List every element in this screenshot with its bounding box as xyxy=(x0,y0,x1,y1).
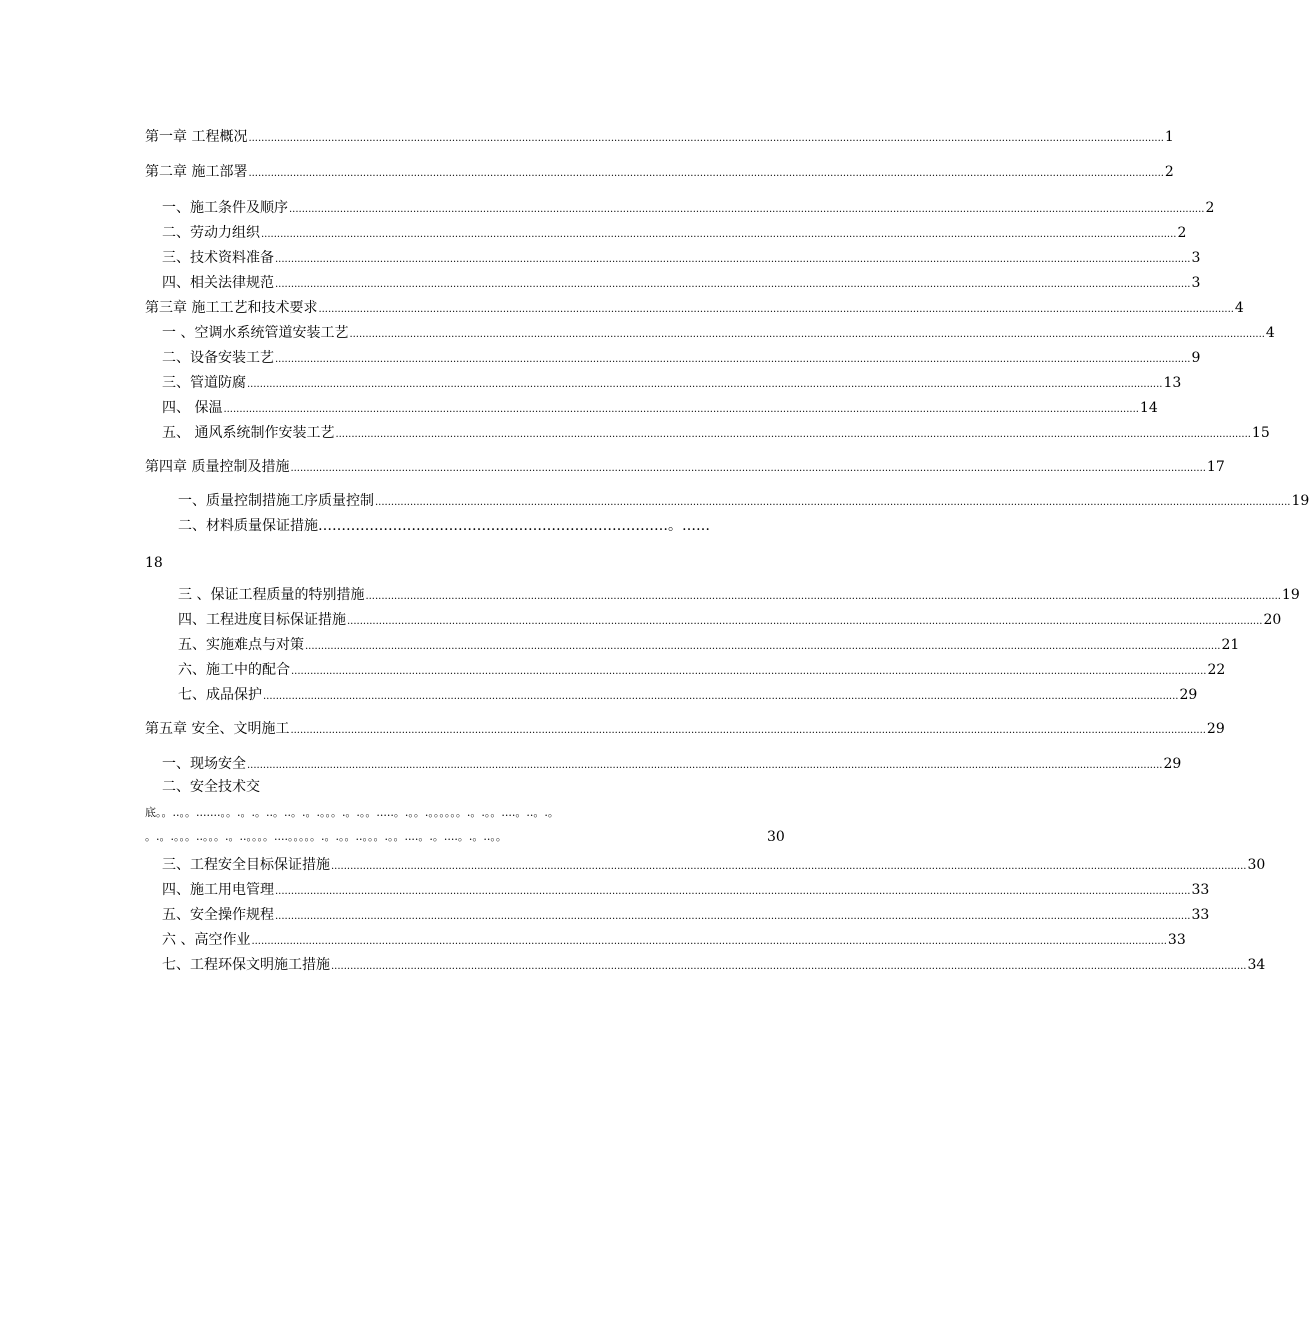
toc-title: 五、安全操作规程 xyxy=(162,907,274,923)
toc-page-number: 15 xyxy=(1251,425,1270,441)
toc-title: 四、 保温 xyxy=(162,400,223,416)
toc-entry-section[interactable] xyxy=(178,682,1198,704)
toc-page-number: 18 xyxy=(145,555,163,571)
toc-page-number: 30 xyxy=(1247,857,1266,873)
toc-entry-section[interactable] xyxy=(162,877,1210,899)
toc-title: 一、质量控制措施工序质量控制 xyxy=(178,493,374,509)
toc-page-number: 33 xyxy=(1191,882,1210,898)
toc-entry-section[interactable] xyxy=(162,195,1215,217)
dot-leader: ................................................................................................................................................................................................................................................................................................ xyxy=(290,463,1206,474)
toc-title: 三 、保证工程质量的特别措施 xyxy=(178,587,365,603)
dot-leader: ................................................................................................................................................................................................................................................................................................ xyxy=(290,725,1206,736)
toc-title: 三、工程安全目标保证措施 xyxy=(162,857,330,873)
toc-entry-chapter-5[interactable] xyxy=(145,716,1225,738)
dot-leader: ................................................................................................................................................................................................................................................................................................ xyxy=(248,133,1164,144)
dot-leader: ................................................................................................................................................................................................................................................................................................ xyxy=(275,254,1191,265)
dot-leader: ................................................................................................................................................................................................................................................................................................ xyxy=(275,911,1191,922)
toc-entry-section[interactable] xyxy=(162,751,1182,773)
dot-leader: ................................................................................................................................................................................................................................................................................................ xyxy=(261,229,1177,240)
toc-title: 三、管道防腐 xyxy=(162,375,246,391)
toc-entry-chapter-1[interactable] xyxy=(145,124,1174,146)
toc-page-number: 20 xyxy=(1263,612,1282,628)
toc-entry-section[interactable] xyxy=(162,420,1270,442)
toc-entry-section[interactable] xyxy=(162,245,1201,267)
toc-page-number: 34 xyxy=(1247,957,1266,973)
toc-entry-chapter-2[interactable] xyxy=(145,159,1174,181)
dot-leader: ................................................................................................................................................................................................................................................................................................ xyxy=(275,886,1191,897)
dot-leader: ................................................................................................................................................................................................................................................................................................ xyxy=(248,168,1164,179)
toc-page-number: 29 xyxy=(1206,721,1225,737)
toc-page-number: 33 xyxy=(1167,932,1186,948)
toc-page-number: 19 xyxy=(1281,587,1300,603)
toc-page-number: 9 xyxy=(1191,350,1201,366)
toc-title: 二、劳动力组织 xyxy=(162,225,260,241)
toc-entry-continuation: 。.。.。。。..。。。.。..。。。。....。。。。。.。.。。..。。。.。。....。.。....。.。..。。 xyxy=(145,830,507,843)
toc-title: 第四章 质量控制及措施 xyxy=(145,459,290,475)
toc-entry-section[interactable] xyxy=(162,270,1201,292)
toc-entry-section[interactable] xyxy=(162,952,1266,974)
toc-page-number: 33 xyxy=(1191,907,1210,923)
toc-entry-section-wrapped[interactable] xyxy=(178,513,805,535)
toc-entry-section[interactable] xyxy=(162,320,1275,342)
dot-leader: …………………………………………………………………。…… xyxy=(318,518,710,534)
toc-entry-chapter-4[interactable] xyxy=(145,454,1225,476)
toc-page-number: 22 xyxy=(1207,662,1226,678)
toc-page-number: 2 xyxy=(1205,200,1215,216)
toc-entry-section[interactable] xyxy=(162,370,1182,392)
toc-page-number: 30 xyxy=(767,829,785,845)
toc-page-number: 21 xyxy=(1221,637,1240,653)
toc-title: 一、现场安全 xyxy=(162,756,246,772)
toc-title: 第三章 施工工艺和技术要求 xyxy=(145,300,318,316)
toc-title: 五、实施难点与对策 xyxy=(178,637,304,653)
dot-leader: ................................................................................................................................................................................................................................................................................................ xyxy=(247,760,1163,771)
toc-page-number: 13 xyxy=(1163,375,1182,391)
toc-entry-chapter-3[interactable] xyxy=(145,295,1244,317)
dot-leader: ................................................................................................................................................................................................................................................................................................ xyxy=(331,961,1247,972)
toc-title: 二、材料质量保证措施 xyxy=(178,518,318,534)
toc-title: 第一章 工程概况 xyxy=(145,129,248,145)
toc-entry-section[interactable] xyxy=(178,657,1226,679)
toc-title: 四、相关法律规范 xyxy=(162,275,274,291)
toc-entry-section[interactable] xyxy=(162,220,1187,242)
dot-leader: ................................................................................................................................................................................................................................................................................................ xyxy=(289,204,1205,215)
toc-page-number: 2 xyxy=(1177,225,1187,241)
toc-page-number: 29 xyxy=(1163,756,1182,772)
toc-title: 第五章 安全、文明施工 xyxy=(145,721,290,737)
dot-leader: ................................................................................................................................................................................................................................................................................................ xyxy=(318,304,1234,315)
toc-title: 六、施工中的配合 xyxy=(178,662,290,678)
toc-title: 第二章 施工部署 xyxy=(145,164,248,180)
dot-leader: ................................................................................................................................................................................................................................................................................................ xyxy=(347,616,1263,627)
dot-leader: ................................................................................................................................................................................................................................................................................................ xyxy=(275,279,1191,290)
toc-title: 三、技术资料准备 xyxy=(162,250,274,266)
dot-leader: ................................................................................................................................................................................................................................................................................................ xyxy=(349,329,1265,340)
toc-title: 四、工程进度目标保证措施 xyxy=(178,612,346,628)
toc-page-number: 3 xyxy=(1191,250,1201,266)
toc-entry-section[interactable] xyxy=(162,927,1186,949)
toc-title: 五、 通风系统制作安装工艺 xyxy=(162,425,335,441)
toc-title: 六 、高空作业 xyxy=(162,932,251,948)
dot-leader: ................................................................................................................................................................................................................................................................................................ xyxy=(291,666,1207,677)
toc-page-number: 4 xyxy=(1265,325,1275,341)
toc-entry-section[interactable] xyxy=(178,582,1300,604)
toc-page-number: 17 xyxy=(1206,459,1225,475)
dot-leader: ................................................................................................................................................................................................................................................................................................ xyxy=(251,936,1167,947)
toc-entry-continuation: 底。。..。。.......。。.。.。..。..。.。.。。。.。.。。.....。.。。.。。。。。。.。.。。....。..。.。 xyxy=(145,806,559,819)
toc-entry-section[interactable] xyxy=(162,395,1158,417)
toc-page-number: 29 xyxy=(1179,687,1198,703)
toc-title: 二、设备安装工艺 xyxy=(162,350,274,366)
toc-entry-section-wrapped[interactable]: 二、安全技术交 xyxy=(162,779,260,795)
toc-title: 七、成品保护 xyxy=(178,687,262,703)
toc-page-number: 14 xyxy=(1139,400,1158,416)
toc-entry-section[interactable] xyxy=(178,488,1309,510)
dot-leader: ................................................................................................................................................................................................................................................................................................ xyxy=(365,591,1281,602)
toc-page-number: 3 xyxy=(1191,275,1201,291)
dot-leader: ................................................................................................................................................................................................................................................................................................ xyxy=(223,404,1139,415)
dot-leader: ................................................................................................................................................................................................................................................................................................ xyxy=(305,641,1221,652)
dot-leader: ................................................................................................................................................................................................................................................................................................ xyxy=(247,379,1163,390)
toc-title: 四、施工用电管理 xyxy=(162,882,274,898)
toc-entry-section[interactable] xyxy=(162,852,1266,874)
dot-leader: ................................................................................................................................................................................................................................................................................................ xyxy=(331,861,1247,872)
toc-page-number: 2 xyxy=(1164,164,1174,180)
toc-page-number: 19 xyxy=(1291,493,1309,509)
dot-leader: ................................................................................................................................................................................................................................................................................................ xyxy=(263,691,1179,702)
toc-entry-section[interactable] xyxy=(178,632,1240,654)
toc-title: 七、工程环保文明施工措施 xyxy=(162,957,330,973)
toc-page-number: 4 xyxy=(1234,300,1244,316)
toc-title: 一、施工条件及顺序 xyxy=(162,200,288,216)
toc-entry-section[interactable] xyxy=(162,902,1210,924)
toc-entry-section[interactable] xyxy=(178,607,1282,629)
dot-leader: ................................................................................................................................................................................................................................................................................................ xyxy=(275,354,1191,365)
dot-leader: ................................................................................................................................................................................................................................................................................................ xyxy=(375,497,1291,508)
toc-page-number: 1 xyxy=(1164,129,1174,145)
dot-leader: ................................................................................................................................................................................................................................................................................................ xyxy=(335,429,1251,440)
toc-title: 一 、空调水系统管道安装工艺 xyxy=(162,325,349,341)
toc-entry-section[interactable] xyxy=(162,345,1201,367)
